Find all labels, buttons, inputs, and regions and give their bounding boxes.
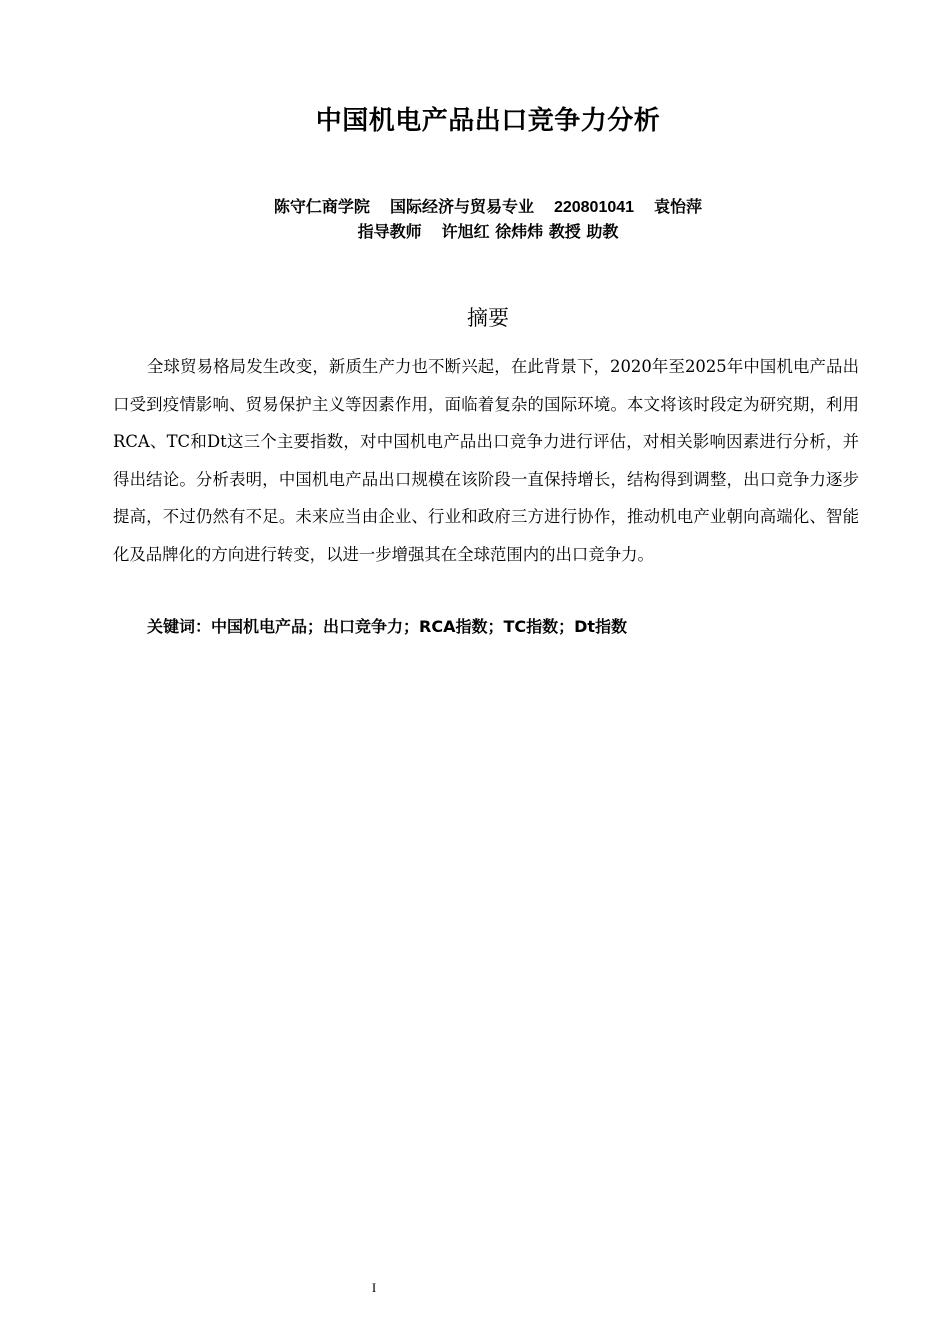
document-title: 中国机电产品出口竞争力分析 xyxy=(315,106,661,136)
author-info xyxy=(0,194,950,217)
advisor-label: 指导教师 xyxy=(357,222,422,241)
author-major: 国际经济与贸易专业 xyxy=(389,197,534,216)
abstract-heading: 摘要 xyxy=(467,306,509,330)
advisor-info xyxy=(0,219,950,242)
advisor-names: 许旭红 徐炜炜 xyxy=(441,222,544,241)
author-student-id: 220801041 xyxy=(553,199,635,216)
author-name: 袁怡萍 xyxy=(654,197,703,216)
abstract-body: 全球贸易格局发生改变，新质生产力也不断兴起，在此背景下，2020年至2025年中国机电产品出口受到疫情影响、贸易保护主义等因素作用，面临着复杂的国际环境。本文将该时段定为研究期，利用RCA、TC和Dt这三个主要指数，对中国机电产品出口竞争力进行评估，对相关影响因素进行分析，并得出结论。分析表明，中国机电产品出口规模在该阶段一直保持增长，结构得到调整，出口竞争力逐步提高，不过仍然有不足。未来应当由企业、行业和政府三方进行协作，推动机电产业朝向高端化、智能化及品牌化的方向进行转变，以进一步增强其在全球范围内的出口竞争力。 xyxy=(113,357,859,564)
keywords-line xyxy=(147,608,867,645)
keywords-label: 关键词： xyxy=(147,617,212,636)
keywords-items: 中国机电产品；出口竞争力；RCA指数；TC指数；Dt指数 xyxy=(211,617,628,636)
page-number: I xyxy=(371,1280,377,1295)
advisor-titles: 教授 助教 xyxy=(548,222,619,241)
author-college: 陈守仁商学院 xyxy=(273,197,370,216)
